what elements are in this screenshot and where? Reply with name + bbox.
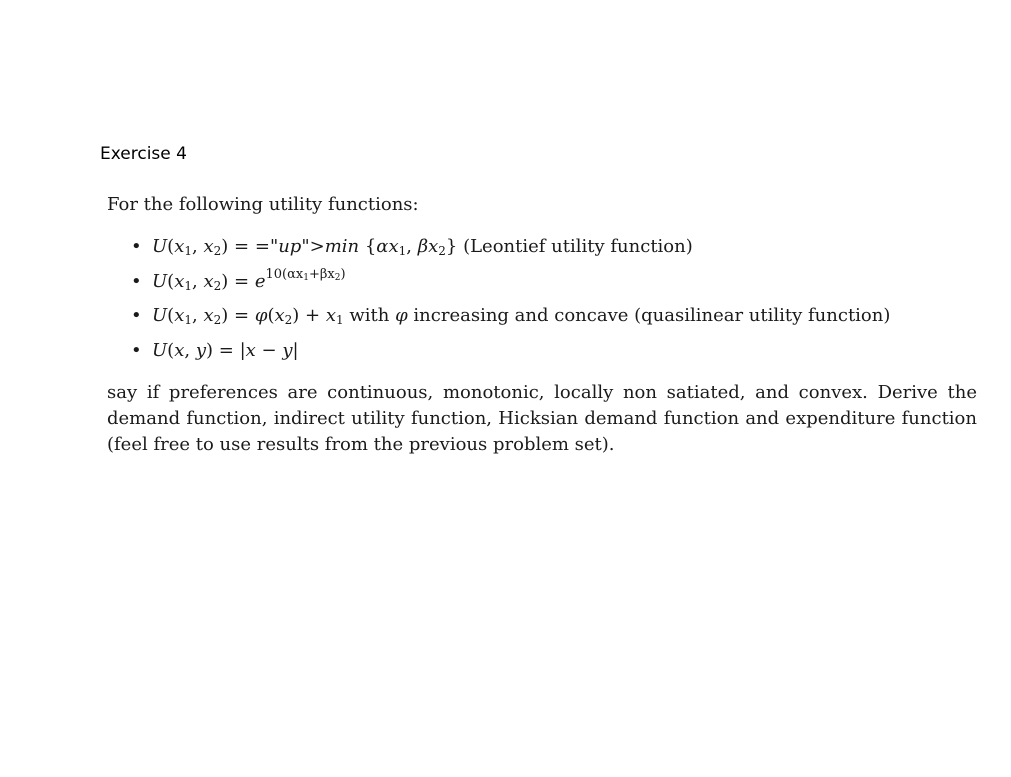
slide-heading: Exercise 4 — [100, 144, 187, 164]
equation-leontief — [152, 236, 457, 257]
equation-exponential — [152, 266, 346, 293]
equation-rhs: ="up">min {$\alpha x_1$, $\beta x_2$} — [254, 236, 458, 258]
equation-quasilinear — [152, 305, 344, 326]
utility-item-quasilinear — [107, 299, 977, 334]
utility-note: with φ increasing and concave (quasilinear utility function) — [343, 305, 891, 326]
equation-lhs: $U(x_1$, $x_2$) = — [152, 305, 250, 327]
equation-lhs: $U(x_1$, $x_2$) = — [152, 236, 250, 258]
problem-statement — [107, 192, 977, 458]
intro-text: For the following utility functions: — [107, 194, 419, 215]
equation-lhs: $U(x_1$, $x_2$) = — [152, 270, 250, 293]
utility-function-list — [107, 230, 977, 368]
equation-rhs: $\varphi(x_2) + x_1$ — [254, 305, 344, 327]
utility-note: (Leontief utility function) — [457, 236, 693, 257]
utility-item-absolute-difference — [107, 334, 977, 369]
equation-rhs: |x − y| — [239, 339, 299, 361]
equation-rhs: $e^{10(\alpha x_1+\beta x_2)}$ — [254, 266, 346, 292]
utility-item-leontief — [107, 230, 977, 265]
equation-lhs: U(x, y) = — [152, 339, 234, 361]
equation-absolute-difference — [152, 340, 299, 361]
utility-item-exponential — [107, 265, 977, 300]
task-instructions: say if preferences are continuous, monotonic, locally non satiated, and convex. Derive the demand function, indirect utility function, Hicksian demand function and expenditure function (feel free to use results from the previous problem set). — [107, 382, 977, 455]
